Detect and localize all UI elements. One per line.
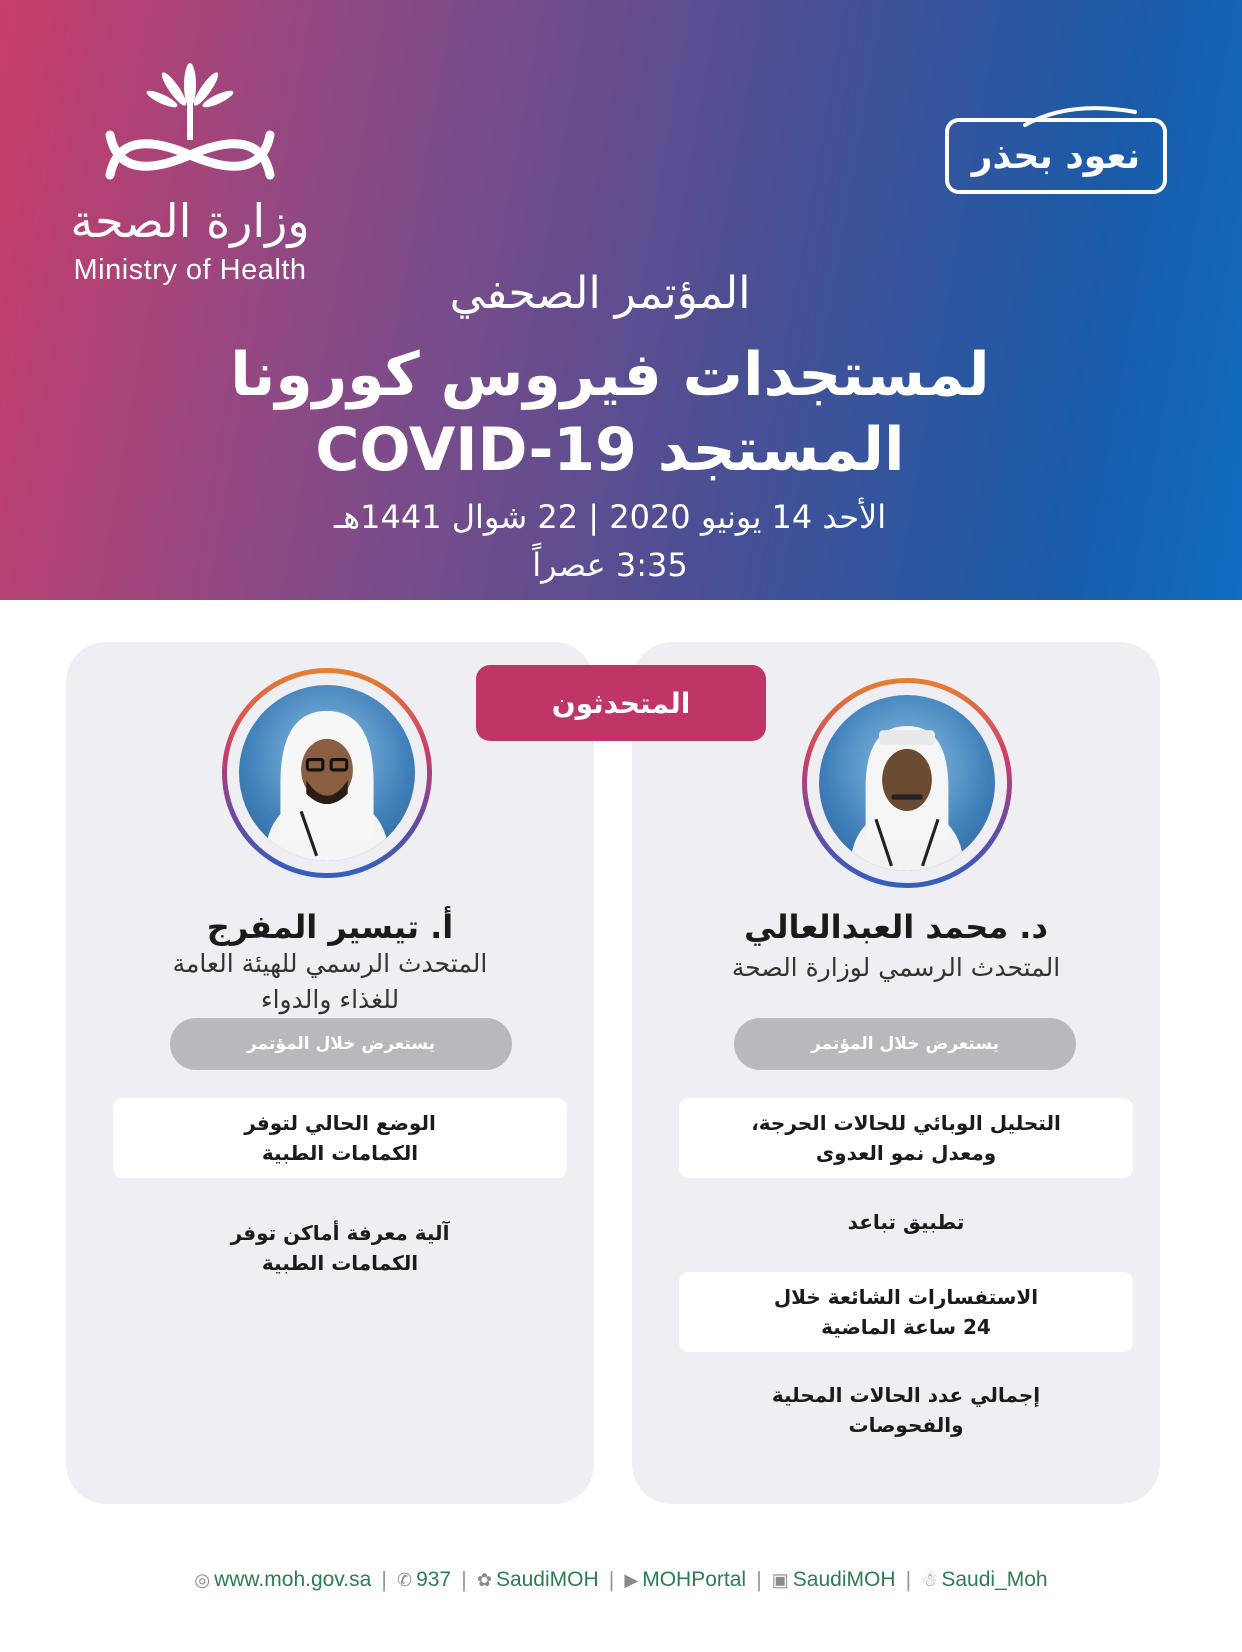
footer-divider: |: [756, 1567, 762, 1592]
footer-facebook[interactable]: ▣ SaudiMOH: [771, 1568, 896, 1591]
topic-item: تطبيق تباعد: [847, 1210, 965, 1234]
conference-label: المؤتمر الصحفي: [449, 268, 751, 319]
conference-time: 3:35 عصراً: [532, 546, 688, 584]
speaker-role-left-line1: المتحدث الرسمي للهيئة العامة: [172, 949, 488, 978]
presents-pill-right: يستعرض خلال المؤتمر: [734, 1018, 1076, 1070]
globe-icon: ◎: [194, 1569, 211, 1590]
footer-twitter[interactable]: ✿ SaudiMOH: [476, 1568, 599, 1591]
topic-item: إجمالي عدد الحالات المحلية والفحوصات: [771, 1383, 1041, 1437]
footer-divider: |: [381, 1567, 387, 1592]
topic-item: آلية معرفة أماكن توفر الكمامات الطبية: [230, 1221, 450, 1275]
page-title-line2: المستجد COVID-19: [315, 415, 905, 485]
footer-divider: |: [905, 1567, 912, 1592]
topic-item: التحليل الوبائي للحالات الحرجة، ومعدل نمو العدوى: [679, 1098, 1133, 1178]
presents-pill-left: يستعرض خلال المؤتمر: [170, 1018, 512, 1070]
speaker-role-left-line2: للغذاء والدواء: [260, 985, 400, 1014]
footer-website[interactable]: ◎ www.moh.gov.sa: [194, 1568, 372, 1591]
conference-date: الأحد 14 يونيو 2020 | 22 شوال 1441هـ: [333, 498, 887, 536]
slogan-badge: نعود بحذر: [945, 118, 1167, 194]
footer-contacts: [0, 1560, 1242, 1600]
ministry-logo: [55, 55, 325, 295]
twitter-icon: ✿: [476, 1569, 492, 1590]
footer-divider: |: [608, 1567, 615, 1592]
topic-item: الوضع الحالي لتوفر الكمامات الطبية: [113, 1098, 567, 1178]
facebook-icon: ▣: [771, 1569, 789, 1590]
speaker-name-left: أ. تيسير المفرج: [206, 908, 454, 946]
youtube-icon: ▶: [624, 1569, 639, 1590]
footer-youtube[interactable]: ▶ MOHPortal: [624, 1568, 747, 1591]
snapchat-icon: ☃: [921, 1569, 938, 1590]
palm-swords-emblem-icon: [90, 55, 290, 190]
avatar-left: [239, 685, 415, 861]
topic-item: الاستفسارات الشائعة خلال 24 ساعة الماضية: [679, 1272, 1133, 1352]
speakers-badge: المتحدثون: [476, 665, 766, 741]
phone-icon: ✆: [396, 1569, 413, 1590]
speaker-photo-icon: [819, 695, 995, 871]
logo-name-english: Ministry of Health: [73, 254, 307, 286]
footer-snapchat[interactable]: ☃ Saudi_Moh: [921, 1568, 1048, 1591]
page-title-line1: لمستجدات فيروس كورونا: [230, 340, 990, 410]
footer-divider: |: [461, 1567, 467, 1592]
speaker-role-right: المتحدث الرسمي لوزارة الصحة: [731, 953, 1061, 982]
avatar-ring-right: [802, 678, 1012, 888]
header-banner: [0, 0, 1242, 600]
speaker-name-right: د. محمد العبدالعالي: [744, 908, 1048, 946]
footer-phone[interactable]: ✆ 937: [396, 1568, 452, 1591]
avatar-ring-left: [222, 668, 432, 878]
speaker-photo-icon: [239, 685, 415, 861]
avatar-right: [819, 695, 995, 871]
logo-name-arabic: وزارة الصحة: [70, 194, 310, 248]
